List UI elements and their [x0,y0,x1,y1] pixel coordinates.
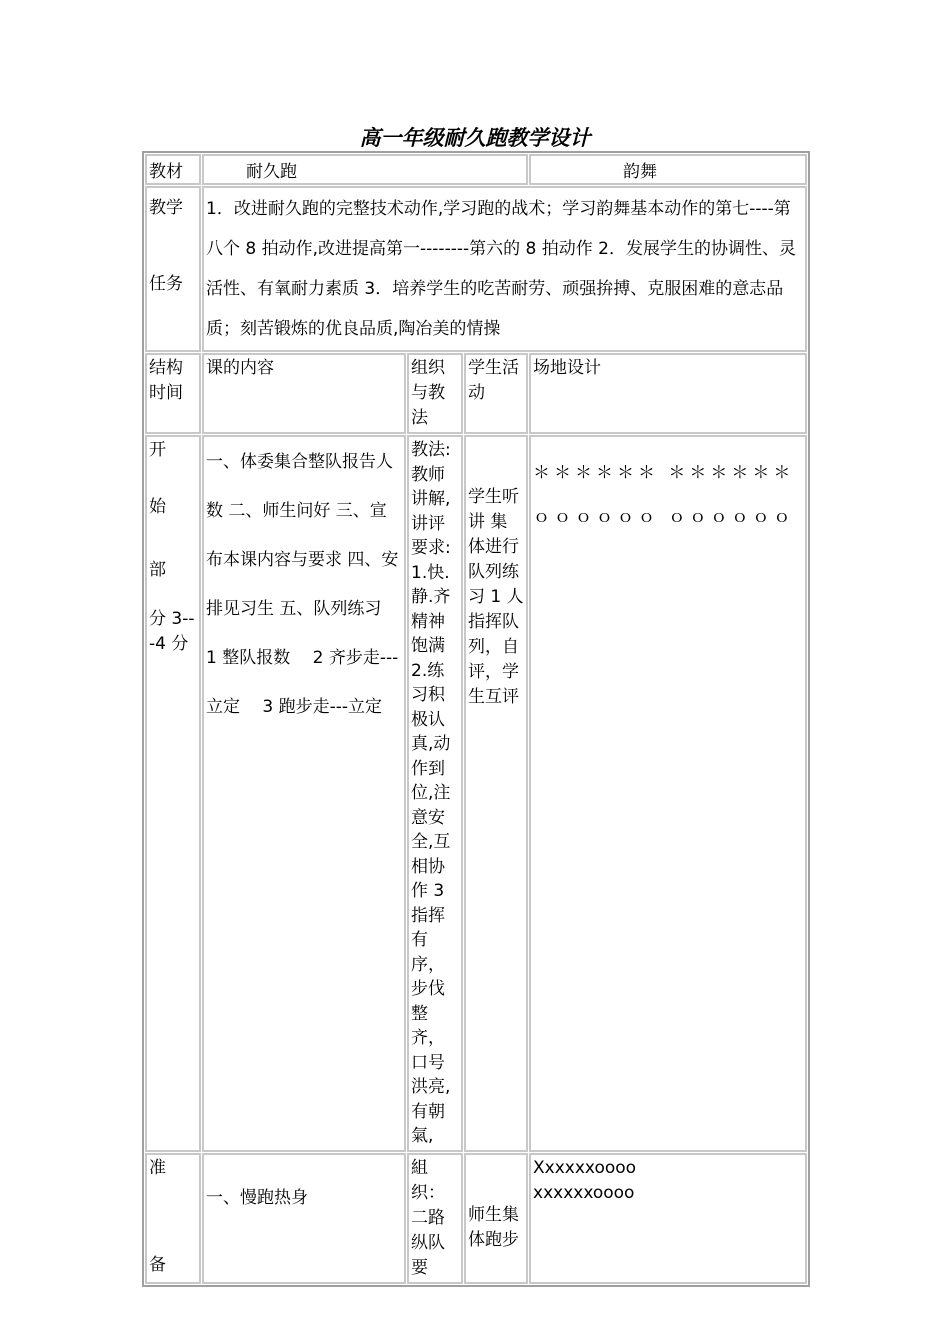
material-item-1: 耐久跑 [202,154,528,185]
start-field-design: ＊＊＊＊＊＊ ＊＊＊＊＊＊ ｏｏｏｏｏｏ ｏｏｏｏｏｏ [529,435,807,1152]
start-method: 教法: 教师讲解,讲评 要求: 1.快.静.齐精神饱满 2.练习积极认真,动作到位,注意安全,互相协作 3 指挥有序，步伐整齐，口号洪亮,有朝氣, [407,435,463,1152]
task-content: 1．改进耐久跑的完整技术动作,学习跑的战术；学习韵舞基本动作的第七----第八个 8 拍动作,改进提高第一--------第六的 8 拍动作 2．发展学生的协调性、灵活性、有氧耐力素质 3．培养学生的吃苦耐劳、顽强拚搏、克服困难的意志品质；刻苦锻炼的优良品质,陶冶美的情操 [202,186,807,352]
prep-field-line-1: Xxxxxxoooo [533,1157,637,1178]
row-prep [145,1153,807,1284]
row-header [145,353,807,434]
header-activity: 学生活动 [464,353,528,434]
prep-content: 一、慢跑热身 [202,1153,406,1284]
start-content: 一、体委集合整队报告人数 二、师生问好 三、宣布本课内容与要求 四、安排见习生 五、队列练习 1 整队报数 2 齐步走---立定 3 跑步走---立定 [202,435,406,1152]
header-content: 课的内容 [202,353,406,434]
row-material [145,154,807,185]
prep-field-line-2: xxxxxxoooo [533,1182,635,1203]
material-label: 教材 [145,154,201,185]
prep-field-design [529,1153,807,1284]
start-section-label: 开 始 部 分 3---4 分 [145,435,201,1152]
prep-section-label: 准 备 [145,1153,201,1284]
task-label: 教学 任务 [145,186,201,352]
header-structure-time: 结构时间 [145,353,201,434]
header-field: 场地设计 [529,353,807,434]
prep-activity: 师生集体跑步 [464,1153,528,1284]
lesson-plan-table [142,151,810,1287]
start-activity: 学生听讲 集体进行队列练习 1 人指挥队列，自评，学生互评 [464,435,528,1152]
material-item-2: 韵舞 [529,154,807,185]
header-method: 组织与教法 [407,353,463,434]
row-task [145,186,807,352]
prep-method: 組织：二路纵队 要 [407,1153,463,1284]
row-start [145,435,807,1152]
document-title: 高一年级耐久跑教学设计 [359,125,591,150]
